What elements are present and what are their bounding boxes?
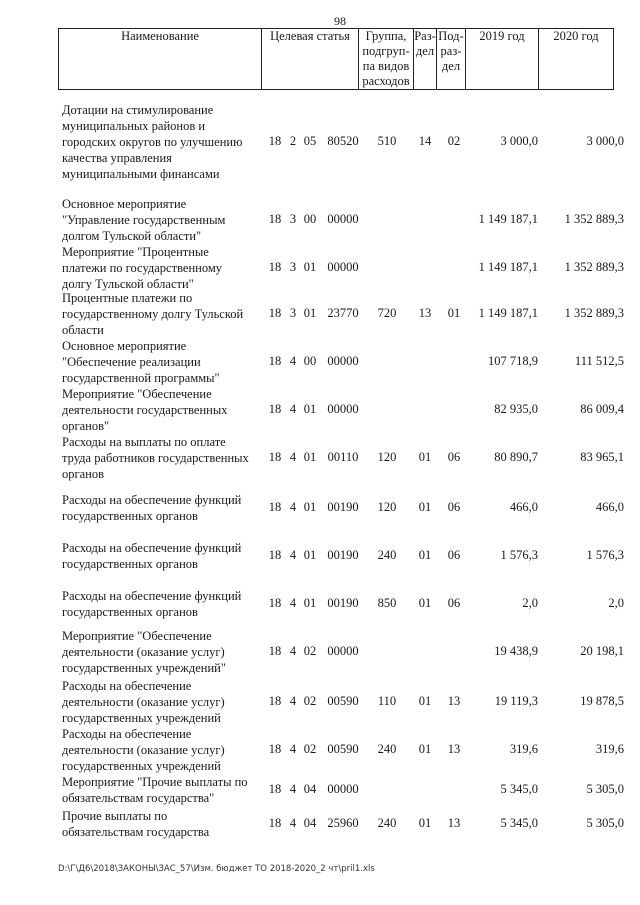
row-name-line: Основное мероприятие <box>62 339 187 353</box>
cell-main-activity: 01 <box>303 306 317 320</box>
table-row <box>62 808 622 840</box>
cell-expense-group: 120 <box>377 500 397 514</box>
cell-expense-group: 240 <box>377 816 397 830</box>
cell-subsection: 06 <box>447 450 461 464</box>
cell-expense-group: 510 <box>377 134 397 148</box>
row-name-line: Мероприятие "Обеспечение <box>62 629 212 643</box>
row-name-line: городских округов по улучшению <box>62 135 243 149</box>
cell-direction: 00110 <box>327 450 359 464</box>
cell-main-activity: 01 <box>303 548 317 562</box>
cell-subsection: 06 <box>447 548 461 562</box>
cell-section: 01 <box>418 694 432 708</box>
row-name <box>62 244 262 292</box>
row-name <box>62 434 262 482</box>
cell-amount-2020: 19 878,5 <box>580 694 624 708</box>
table-row <box>62 244 622 292</box>
cell-program: 18 <box>268 212 282 226</box>
cell-direction: 00000 <box>327 212 359 226</box>
cell-direction: 00000 <box>327 354 359 368</box>
cell-subsection: 06 <box>447 500 461 514</box>
cell-expense-group: 240 <box>377 742 397 756</box>
cell-subprogram: 2 <box>289 134 297 148</box>
row-name-line: государственных органов <box>62 509 198 523</box>
cell-program: 18 <box>268 816 282 830</box>
cell-subprogram: 4 <box>289 596 297 610</box>
cell-section: 01 <box>418 816 432 830</box>
cell-amount-2020: 319,6 <box>595 742 624 756</box>
row-name-line: труда работников государственных <box>62 451 249 465</box>
header-name: Наименование <box>59 29 262 90</box>
cell-amount-2020: 3 000,0 <box>586 134 624 148</box>
row-name-line: деятельности (оказание услуг) <box>62 645 225 659</box>
header-group: Группа, подгруп- па видов расходов <box>359 29 414 90</box>
row-name <box>62 196 262 244</box>
row-name-line: платежи по государственному <box>62 261 222 275</box>
cell-subsection: 06 <box>447 596 461 610</box>
cell-amount-2019: 5 345,0 <box>500 816 538 830</box>
row-name <box>62 808 262 840</box>
row-name-line: области <box>62 323 104 337</box>
cell-program: 18 <box>268 742 282 756</box>
row-name-line: Основное мероприятие <box>62 197 187 211</box>
row-name-line: государственных органов <box>62 605 198 619</box>
row-name <box>62 678 262 726</box>
cell-subsection: 02 <box>447 134 461 148</box>
row-name-line: деятельности (оказание услуг) <box>62 743 225 757</box>
cell-direction: 00590 <box>327 742 359 756</box>
cell-subprogram: 4 <box>289 548 297 562</box>
table-row <box>62 774 622 806</box>
row-name-line: долгу Тульской области" <box>62 277 194 291</box>
cell-direction: 00000 <box>327 260 359 274</box>
cell-subprogram: 4 <box>289 402 297 416</box>
cell-amount-2019: 1 149 187,1 <box>478 212 538 226</box>
cell-program: 18 <box>268 500 282 514</box>
row-name-line: Дотации на стимулирование <box>62 103 214 117</box>
table-row <box>62 726 622 774</box>
header-subsection: Под- раз- дел <box>437 29 466 90</box>
row-name-line: государственной программы" <box>62 371 220 385</box>
table-row <box>62 338 622 386</box>
cell-program: 18 <box>268 450 282 464</box>
cell-subprogram: 4 <box>289 644 297 658</box>
cell-subprogram: 3 <box>289 306 297 320</box>
cell-subprogram: 4 <box>289 450 297 464</box>
table-row <box>62 102 622 182</box>
cell-amount-2020: 20 198,1 <box>580 644 624 658</box>
header-target-article: Целевая статья <box>262 29 359 90</box>
row-name-line: Мероприятие "Обеспечение <box>62 387 212 401</box>
cell-main-activity: 01 <box>303 402 317 416</box>
cell-amount-2019: 1 149 187,1 <box>478 306 538 320</box>
cell-main-activity: 02 <box>303 644 317 658</box>
cell-direction: 00590 <box>327 694 359 708</box>
cell-main-activity: 04 <box>303 782 317 796</box>
cell-expense-group: 720 <box>377 306 397 320</box>
cell-subprogram: 4 <box>289 354 297 368</box>
cell-amount-2020: 1 352 889,3 <box>564 212 624 226</box>
cell-amount-2019: 5 345,0 <box>500 782 538 796</box>
cell-direction: 00190 <box>327 548 359 562</box>
table-row <box>62 628 622 676</box>
row-name-line: долгом Тульской области" <box>62 229 202 243</box>
row-name <box>62 628 262 676</box>
cell-section: 01 <box>418 548 432 562</box>
header-year-2019: 2019 год <box>466 29 539 90</box>
cell-subsection: 13 <box>447 816 461 830</box>
cell-main-activity: 00 <box>303 354 317 368</box>
row-name <box>62 290 262 338</box>
row-name-line: муниципальных районов и <box>62 119 206 133</box>
row-name-line: "Обеспечение реализации <box>62 355 201 369</box>
cell-amount-2019: 80 890,7 <box>494 450 538 464</box>
page-number: 98 <box>334 14 346 28</box>
cell-program: 18 <box>268 694 282 708</box>
cell-direction: 00000 <box>327 782 359 796</box>
row-name-line: государственному долгу Тульской <box>62 307 244 321</box>
cell-program: 18 <box>268 596 282 610</box>
cell-program: 18 <box>268 782 282 796</box>
cell-direction: 00190 <box>327 500 359 514</box>
cell-program: 18 <box>268 548 282 562</box>
cell-subprogram: 4 <box>289 742 297 756</box>
row-name <box>62 774 262 806</box>
cell-amount-2019: 1 576,3 <box>500 548 538 562</box>
cell-direction: 00000 <box>327 644 359 658</box>
row-name-line: деятельности (оказание услуг) <box>62 695 225 709</box>
cell-amount-2019: 466,0 <box>509 500 538 514</box>
cell-section: 14 <box>418 134 432 148</box>
cell-amount-2020: 466,0 <box>595 500 624 514</box>
cell-main-activity: 02 <box>303 742 317 756</box>
cell-subprogram: 4 <box>289 500 297 514</box>
row-name <box>62 386 262 434</box>
cell-amount-2020: 5 305,0 <box>586 816 624 830</box>
cell-amount-2019: 19 438,9 <box>494 644 538 658</box>
cell-amount-2020: 1 352 889,3 <box>564 306 624 320</box>
cell-amount-2019: 19 119,3 <box>494 694 538 708</box>
cell-program: 18 <box>268 402 282 416</box>
row-name-line: Расходы на обеспечение <box>62 727 192 741</box>
cell-direction: 80520 <box>327 134 359 148</box>
table-row <box>62 678 622 726</box>
cell-subsection: 01 <box>447 306 461 320</box>
row-name-line: Расходы на обеспечение функций <box>62 589 242 603</box>
cell-amount-2019: 3 000,0 <box>500 134 538 148</box>
cell-amount-2019: 319,6 <box>509 742 538 756</box>
cell-subprogram: 3 <box>289 212 297 226</box>
cell-main-activity: 01 <box>303 450 317 464</box>
row-name-line: государственных учреждений" <box>62 661 226 675</box>
row-name-line: деятельности государственных <box>62 403 228 417</box>
table-row <box>62 492 622 524</box>
cell-expense-group: 240 <box>377 548 397 562</box>
cell-direction: 00000 <box>327 402 359 416</box>
cell-amount-2020: 86 009,4 <box>580 402 624 416</box>
row-name-line: Расходы на обеспечение функций <box>62 541 242 555</box>
row-name <box>62 540 262 572</box>
row-name-line: Расходы на обеспечение функций <box>62 493 242 507</box>
cell-subsection: 13 <box>447 742 461 756</box>
cell-subprogram: 3 <box>289 260 297 274</box>
cell-amount-2020: 1 352 889,3 <box>564 260 624 274</box>
cell-section: 01 <box>418 450 432 464</box>
cell-direction: 00190 <box>327 596 359 610</box>
cell-subsection: 13 <box>447 694 461 708</box>
cell-main-activity: 02 <box>303 694 317 708</box>
cell-expense-group: 110 <box>377 694 397 708</box>
cell-section: 01 <box>418 742 432 756</box>
cell-direction: 25960 <box>327 816 359 830</box>
cell-main-activity: 01 <box>303 500 317 514</box>
cell-program: 18 <box>268 260 282 274</box>
cell-main-activity: 01 <box>303 596 317 610</box>
cell-program: 18 <box>268 306 282 320</box>
table-row <box>62 290 622 338</box>
row-name <box>62 588 262 620</box>
table-row <box>62 386 622 434</box>
cell-program: 18 <box>268 134 282 148</box>
cell-amount-2020: 2,0 <box>608 596 624 610</box>
cell-expense-group: 120 <box>377 450 397 464</box>
table-row <box>62 540 622 572</box>
row-name-line: Мероприятие "Процентные <box>62 245 209 259</box>
cell-main-activity: 05 <box>303 134 317 148</box>
header-year-2020: 2020 год <box>539 29 614 90</box>
row-name-line: государственных органов <box>62 557 198 571</box>
table-row <box>62 588 622 620</box>
cell-direction: 23770 <box>327 306 359 320</box>
cell-amount-2020: 83 965,1 <box>580 450 624 464</box>
cell-section: 01 <box>418 500 432 514</box>
header-section: Раз- дел <box>414 29 437 90</box>
row-name-line: органов" <box>62 419 110 433</box>
row-name-line: муниципальными финансами <box>62 167 220 181</box>
cell-subprogram: 4 <box>289 694 297 708</box>
table-row <box>62 196 622 244</box>
row-name-line: государственных учреждений <box>62 759 221 773</box>
table-header <box>58 28 614 90</box>
row-name-line: Мероприятие "Прочие выплаты по <box>62 775 248 789</box>
row-name <box>62 102 262 182</box>
row-name-line: "Управление государственным <box>62 213 226 227</box>
cell-amount-2020: 5 305,0 <box>586 782 624 796</box>
cell-amount-2019: 107 718,9 <box>488 354 538 368</box>
cell-amount-2019: 82 935,0 <box>494 402 538 416</box>
cell-amount-2019: 2,0 <box>522 596 538 610</box>
row-name-line: обязательствам государства <box>62 825 210 839</box>
cell-amount-2019: 1 149 187,1 <box>478 260 538 274</box>
row-name-line: обязательствам государства" <box>62 791 215 805</box>
cell-program: 18 <box>268 644 282 658</box>
row-name-line: государственных учреждений <box>62 711 221 725</box>
row-name <box>62 338 262 386</box>
cell-main-activity: 00 <box>303 212 317 226</box>
cell-main-activity: 04 <box>303 816 317 830</box>
row-name-line: Расходы на обеспечение <box>62 679 192 693</box>
file-path-footer: D:\Г\Д6\2018\ЗАКОНЫ\ЗАС_57\Изм. бюджет ТО 2018-2020_2 чт\pril1.xls <box>58 864 375 874</box>
cell-expense-group: 850 <box>377 596 397 610</box>
cell-subprogram: 4 <box>289 816 297 830</box>
row-name-line: качества управления <box>62 151 172 165</box>
cell-section: 13 <box>418 306 432 320</box>
cell-main-activity: 01 <box>303 260 317 274</box>
row-name-line: органов <box>62 467 105 481</box>
cell-subprogram: 4 <box>289 782 297 796</box>
row-name <box>62 726 262 774</box>
row-name <box>62 492 262 524</box>
table-row <box>62 434 622 482</box>
cell-section: 01 <box>418 596 432 610</box>
row-name-line: Процентные платежи по <box>62 291 193 305</box>
row-name-line: Прочие выплаты по <box>62 809 168 823</box>
cell-amount-2020: 111 512,5 <box>574 354 624 368</box>
row-name-line: Расходы на выплаты по оплате <box>62 435 226 449</box>
cell-amount-2020: 1 576,3 <box>586 548 624 562</box>
cell-program: 18 <box>268 354 282 368</box>
